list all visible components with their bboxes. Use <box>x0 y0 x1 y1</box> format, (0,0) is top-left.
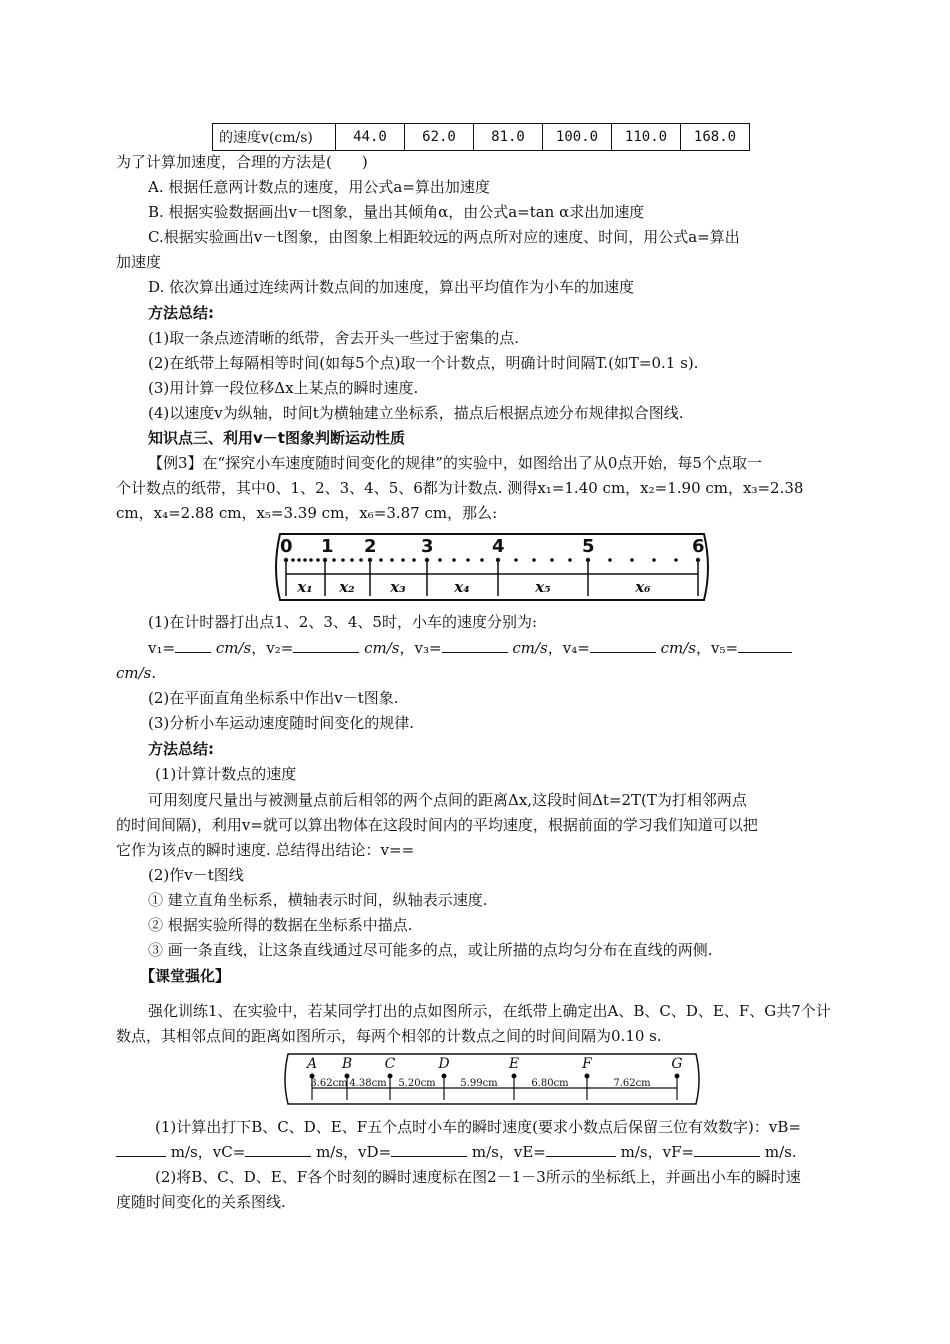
v4-label: v₄= <box>562 639 590 657</box>
example3-line3: cm，x₄=2.88 cm，x₅=3.39 cm，x₆=3.87 cm，那么: <box>116 504 498 522</box>
summary-item: (3)用计算一段位移Δx上某点的瞬时速度. <box>148 379 419 397</box>
example3-q3: (3)分析小车运动速度随时间变化的规律. <box>148 714 415 732</box>
distance-label: 5.20cm <box>398 1078 436 1089</box>
summary-item: (4)以速度v为纵轴，时间t为横轴建立坐标系，描点后根据点迹分布规律拟合图线. <box>148 404 684 422</box>
option-a: A. 根据任意两计数点的速度，用公式a=算出加速度 <box>148 178 490 196</box>
segment-label: x₂ <box>339 578 355 596</box>
unit-end: m/s. <box>764 1143 797 1161</box>
segment-label: x₃ <box>390 578 406 596</box>
training-line2: 数点，其相邻点间的距离如图所示，每两个相邻的计数点之间的时间间隔为0.10 s. <box>116 1027 662 1045</box>
point-label: B <box>341 1056 353 1072</box>
vf-label: m/s，vF= <box>620 1143 695 1161</box>
point-label: C <box>384 1056 396 1072</box>
example3-line2: 个计数点的纸带，其中0、1、2、3、4、5、6都为计数点. 测得x₁=1.40 cm，x₂=1.90 cm，x₃=2.38 <box>116 479 804 497</box>
v2-blank[interactable] <box>293 638 359 653</box>
v1-label: v₁= <box>148 639 176 657</box>
unit: cm/s <box>660 639 696 657</box>
separator: ， <box>399 639 415 657</box>
velocity-blanks-line <box>148 638 792 658</box>
distance-label: 4.38cm <box>349 1078 387 1089</box>
summary-item: (2)在纸带上每隔相等时间(如每5个点)取一个计数点，明确计时间隔T.(如T=0.1 s). <box>148 354 699 372</box>
training-q2-cont: 度随时间变化的关系图线. <box>116 1193 286 1211</box>
point-label: A <box>306 1056 318 1072</box>
example3-q1: (1)在计时器打出点1、2、3、4、5时，小车的速度分别为: <box>148 613 538 631</box>
training-q1: (1)计算出打下B、C、D、E、F五个点时小车的瞬时速度(要求小数点后保留三位有效数字)：vB= <box>155 1118 801 1136</box>
table-cell: 168.0 <box>681 124 750 151</box>
table-cell: 110.0 <box>612 124 681 151</box>
paper-tape-figure-1 <box>272 530 712 604</box>
summary-title: 方法总结: <box>148 740 214 758</box>
table-header-cell: 的速度v(cm/s) <box>213 124 336 151</box>
point-label: D <box>438 1056 450 1072</box>
table-cell: 81.0 <box>474 124 543 151</box>
v3-blank[interactable] <box>442 638 508 653</box>
unit: cm/s <box>364 639 400 657</box>
point-label: 0 <box>280 536 293 557</box>
table-cell: 62.0 <box>405 124 474 151</box>
separator: ， <box>251 639 267 657</box>
point-label: 2 <box>364 536 377 557</box>
point-label: 5 <box>582 536 595 557</box>
training-blanks-line <box>116 1142 797 1162</box>
ve-blank[interactable] <box>546 1142 616 1157</box>
point-label: 6 <box>692 536 705 557</box>
summary-para: 的时间间隔)，利用v=就可以算出物体在这段时间内的平均速度，根据前面的学习我们知道可以把 <box>116 816 758 834</box>
point-label: E <box>508 1056 520 1072</box>
section-heading: 知识点三、利用v－t图象判断运动性质 <box>148 429 405 447</box>
point-label: 3 <box>421 536 434 557</box>
example3-line1: 【例3】在“探究小车速度随时间变化的规律”的实验中，如图给出了从0点开始，每5个点取一 <box>148 454 762 472</box>
option-b: B. 根据实验数据画出v－t图象，量出其倾角α，由公式a=tan α求出加速度 <box>148 203 645 221</box>
segment-label: x₆ <box>635 578 651 596</box>
question-stem: 为了计算加速度，合理的方法是( ) <box>116 153 368 171</box>
v1-blank[interactable] <box>175 638 211 653</box>
option-d: D. 依次算出通过连续两计数点间的加速度，算出平均值作为小车的加速度 <box>148 278 635 296</box>
distance-label: 6.80cm <box>531 1078 569 1089</box>
training-line1: 强化训练1、在实验中，若某同学打出的点如图所示，在纸带上确定出A、B、C、D、E、F、G共7个计 <box>148 1002 831 1020</box>
vd-label: m/s，vD= <box>316 1143 392 1161</box>
table-cell: 100.0 <box>543 124 612 151</box>
option-c-line1: C.根据实验画出v－t图象，由图象上相距较远的两点所对应的速度、时间，用公式a=算出 <box>148 228 740 246</box>
point-label: 4 <box>492 536 505 557</box>
separator: ， <box>695 639 711 657</box>
distance-label: 5.99cm <box>460 1078 498 1089</box>
v5-label: v₅= <box>711 639 739 657</box>
point-label: F <box>582 1056 592 1072</box>
vc-blank[interactable] <box>245 1142 311 1157</box>
option-c-line2: 加速度 <box>116 253 162 271</box>
table-cell: 44.0 <box>336 124 405 151</box>
vd-blank[interactable] <box>391 1142 467 1157</box>
v4-blank[interactable] <box>590 638 656 653</box>
class-title: 【课堂强化】 <box>140 967 231 985</box>
summary-sub2: (2)作v－t图线 <box>148 866 244 884</box>
v2-label: v₂= <box>266 639 294 657</box>
distance-label: 3.62cm <box>310 1078 348 1089</box>
summary-step: ③ 画一条直线，让这条直线通过尽可能多的点，或让所描的点均匀分布在直线的两侧. <box>148 941 713 959</box>
summary-para: 可用刻度尺量出与被测量点前后相邻的两个点间的距离Δx,这段时间Δt=2T(T为打相邻两点 <box>148 791 747 809</box>
v3-label: v₃= <box>414 639 442 657</box>
summary-step: ② 根据实验所得的数据在坐标系中描点. <box>148 916 413 934</box>
training-q2: (2)将B、C、D、E、F各个时刻的瞬时速度标在图2－1－3所示的坐标纸上，并画出小车的瞬时速 <box>155 1168 801 1186</box>
summary-para: 它作为该点的瞬时速度. 总结得出结论：v== <box>116 841 415 859</box>
vb-blank[interactable] <box>116 1142 166 1157</box>
unit: cm/s <box>512 639 548 657</box>
segment-label: x₄ <box>454 578 470 596</box>
unit-end: cm/s. <box>116 664 157 682</box>
v5-blank[interactable] <box>738 638 792 653</box>
paper-tape-figure-2 <box>282 1050 702 1108</box>
table-row <box>213 124 750 151</box>
summary-title: 方法总结: <box>148 304 214 322</box>
vc-label: m/s，vC= <box>170 1143 246 1161</box>
example3-q2: (2)在平面直角坐标系中作出v－t图象. <box>148 689 399 707</box>
segment-label: x₅ <box>535 578 551 596</box>
distance-label: 7.62cm <box>613 1078 651 1089</box>
summary-item: (1)取一条点迹清晰的纸带，舍去开头一些过于密集的点. <box>148 329 520 347</box>
vf-blank[interactable] <box>694 1142 760 1157</box>
segment-label: x₁ <box>297 578 313 596</box>
summary-step: ① 建立直角坐标系，横轴表示时间，纵轴表示速度. <box>148 891 488 909</box>
separator: ， <box>547 639 563 657</box>
point-label: 1 <box>321 536 334 557</box>
ve-label: m/s，vE= <box>471 1143 546 1161</box>
summary-sub1: (1)计算计数点的速度 <box>155 765 297 783</box>
point-label: G <box>671 1056 683 1072</box>
velocity-table <box>212 123 750 151</box>
unit: cm/s <box>215 639 252 657</box>
